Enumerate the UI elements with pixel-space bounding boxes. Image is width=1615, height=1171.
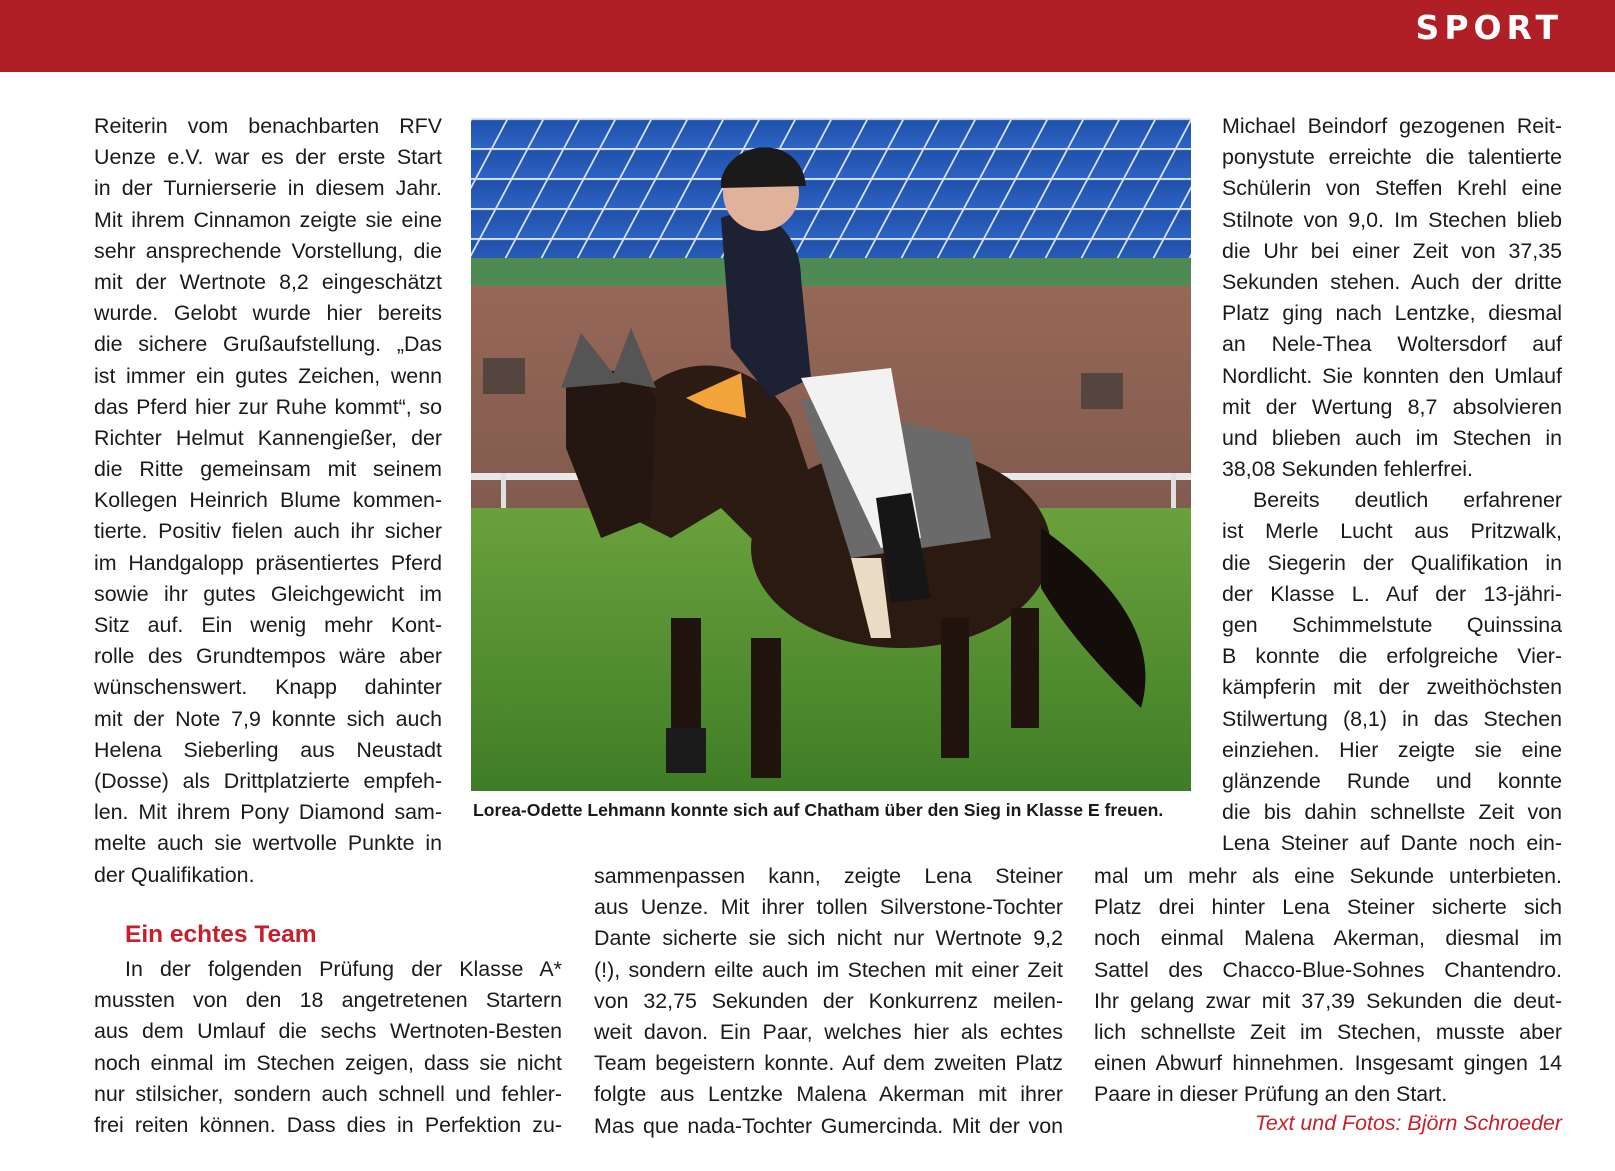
text-line: mit der Wertung 8,7 absolvieren [1222,394,1562,419]
text-line: die Siegerin der Qualifikation in [1222,550,1562,575]
text-line: sammenpassen kann, zeigte Lena Steiner [594,864,1063,888]
photo-credit: Text und Fotos: Björn Schroeder [1254,1111,1562,1135]
article-column-1-continued [94,954,562,1141]
text-line: len. Mit ihrem Pony Diamond sam- [94,800,442,825]
text-line: ist immer ein gutes Zeichen, wenn [94,363,442,388]
text-line: Sattel des Chacco-Blue-Sohnes Chantendro. [1094,957,1562,982]
text-line: von 32,75 Sekunden der Konkurrenz meilen- [594,988,1063,1013]
text-line: Mas que nada-Tochter Gumercinda. Mit der von [594,1113,1063,1138]
text-line: Richter Helmut Kannengießer, der [94,425,442,450]
text-line: die bis dahin schnellste Zeit von [1222,800,1562,825]
text-line: Team begeistern konnte. Auf dem zweiten Platz [594,1051,1063,1076]
text-line: die Ritte gemeinsam mit seinem [94,457,442,482]
text-line: 38,08 Sekunden fehlerfrei. [1222,457,1473,482]
text-line: in der Turnierserie in diesem Jahr. [94,176,442,201]
text-line: Sekunden stehen. Auch der dritte [1222,269,1562,294]
text-line: Lena Steiner auf Dante noch ein- [1222,831,1562,856]
text-line: und blieben auch im Stechen in [1222,425,1562,450]
text-line: rolle des Grundtempos wäre aber [94,644,442,669]
text-line: (!), sondern eilte auch im Stechen mit einer Zeit [594,957,1063,982]
text-line: der Qualifikation. [94,862,255,887]
text-line: Reiterin vom benachbarten RFV [94,114,442,138]
text-line: Helena Sieberling aus Neustadt [94,737,442,762]
text-line: ponystute erreichte die talentierte [1222,145,1562,170]
text-line: Dante sicherte sie sich nicht nur Wertnote 9,2 [594,926,1063,951]
text-line: (Dosse) als Drittplatzierte empfeh- [94,768,442,793]
text-line: folgte aus Lentzke Malena Akerman mit ihrer [594,1082,1063,1107]
text-line: Platz drei hinter Lena Steiner sicherte sich [1094,895,1562,920]
text-line: mal um mehr als eine Sekunde unterbieten. [1094,864,1562,888]
text-line: Bereits deutlich erfahrener [1253,488,1562,513]
text-line: im Handgalopp präsentiertes Pferd [94,550,442,575]
text-line: sehr ansprechende Vorstellung, die [94,238,442,263]
text-line: Michael Beindorf gezogenen Reit- [1222,114,1562,138]
section-label: SPORT [1415,8,1563,47]
text-line: melte auch sie wertvolle Punkte in [94,831,442,856]
rider-on-horse-image [471,118,1191,791]
article-column-1 [94,111,442,891]
text-line: mussten von den 18 angetretenen Startern [94,988,562,1013]
text-line: Paare in dieser Prüfung an den Start. [1094,1082,1448,1107]
text-line: wünschenswert. Knapp dahinter [94,675,442,700]
text-line: wurde. Gelobt wurde hier bereits [94,301,442,326]
text-line: noch einmal Malena Akerman, diesmal im [1094,926,1562,951]
text-line: mit der Note 7,9 konnte sich auch [94,706,442,731]
text-line: mit der Wertnote 8,2 eingeschätzt [94,269,442,294]
text-line: frei reiten können. Dass dies in Perfektion zu- [94,1112,562,1137]
text-line: lich schnellste Zeit im Stechen, musste aber [1094,1019,1562,1044]
text-line: Nordlicht. Sie konnten den Umlauf [1222,363,1562,388]
text-line: kämpferin mit der zweithöchsten [1222,675,1562,700]
text-line: tierte. Positiv fielen auch ihr sicher [94,519,442,544]
text-line: Stilnote von 9,0. Im Stechen blieb [1222,207,1562,232]
text-line: ist Merle Lucht aus Pritzwalk, [1222,519,1562,544]
text-line: Kollegen Heinrich Blume kommen- [94,488,442,513]
text-line: der Klasse L. Auf der 13-jähri- [1222,581,1562,606]
text-line: an Nele-Thea Woltersdorf auf [1222,332,1562,357]
text-line: nur stilsicher, sondern auch schnell und fehler- [94,1081,562,1106]
text-line: In der folgenden Prüfung der Klasse A* [125,957,562,981]
text-line: Platz ging nach Lentzke, diesmal [1222,301,1562,326]
text-line: Uenze e.V. war es der erste Start [94,145,442,170]
text-line: noch einmal im Stechen zeigen, dass sie nicht [94,1050,562,1075]
text-line: gen Schimmelstute Quinssina [1222,613,1562,637]
text-line: Mit ihrem Cinnamon zeigte sie eine [94,207,442,232]
text-line: weit davon. Ein Paar, welches hier als echtes [594,1019,1063,1044]
text-line: aus dem Umlauf die sechs Wertnoten-Besten [94,1019,562,1044]
photo-caption: Lorea-Odette Lehmann konnte sich auf Chatham über den Sieg in Klasse E freuen. [473,800,1164,820]
text-line: glänzende Runde und konnte [1222,768,1562,793]
article-photo [471,118,1191,791]
section-header-bar [0,0,1615,72]
text-line: aus Uenze. Mit ihrer tollen Silverstone-Tochter [594,895,1063,920]
text-line: einen Abwurf hinnehmen. Insgesamt gingen 14 [1094,1051,1562,1076]
article-column-3 [1222,111,1562,860]
text-line: einziehen. Hier zeigte sie eine [1222,737,1562,762]
text-line: sowie ihr gutes Gleichgewicht im [94,581,442,606]
text-line: B konnte die erfolgreiche Vier- [1222,644,1562,669]
article-column-3-continued [1094,861,1562,1111]
text-line: das Pferd hier zur Ruhe kommt“, so [94,394,442,419]
text-line: Ihr gelang zwar mit 37,39 Sekunden die deut- [1094,988,1562,1013]
subheading: Ein echtes Team [125,921,317,948]
text-line: Stilwertung (8,1) in das Stechen [1222,706,1562,731]
text-line: Sitz auf. Ein wenig mehr Kont- [94,613,442,637]
article-column-2 [594,861,1063,1142]
text-line: Schülerin von Steffen Krehl eine [1222,176,1562,201]
text-line: die Uhr bei einer Zeit von 37,35 [1222,238,1562,263]
text-line: die sichere Grußaufstellung. „Das [94,332,442,357]
